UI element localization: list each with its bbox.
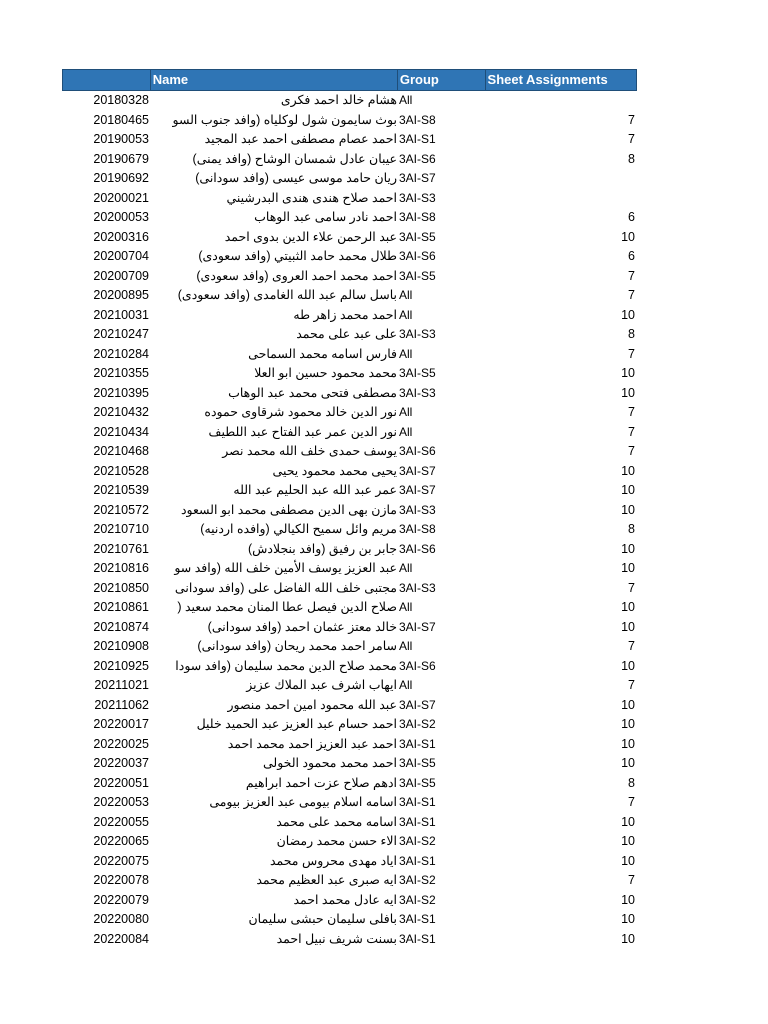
cell-sheet-assignments[interactable]: 10 bbox=[621, 717, 635, 731]
cell-sheet-assignments[interactable]: 7 bbox=[628, 873, 635, 887]
table-body bbox=[62, 91, 637, 949]
cell-group[interactable]: 3AI-S2 bbox=[399, 873, 436, 887]
cell-sheet-assignments[interactable]: 7 bbox=[628, 405, 635, 419]
cell-sheet-assignments[interactable]: 7 bbox=[628, 112, 635, 127]
cell-sheet-assignments[interactable]: 10 bbox=[621, 307, 635, 322]
cell-sheet-assignments[interactable]: 10 bbox=[621, 892, 635, 907]
spreadsheet-table bbox=[62, 69, 637, 949]
cell-student-id[interactable]: 20211021 bbox=[94, 678, 149, 692]
cell-student-name[interactable]: ايهاب اشرف عبد الملاك عزيز bbox=[246, 678, 397, 692]
table-row bbox=[62, 384, 637, 404]
cell-sheet-assignments[interactable]: 7 bbox=[628, 795, 635, 809]
cell-student-id[interactable]: 20220051 bbox=[93, 775, 149, 790]
cell-sheet-assignments[interactable]: 7 bbox=[628, 132, 635, 146]
cell-student-id[interactable]: 20200895 bbox=[93, 288, 149, 302]
cell-group[interactable]: All bbox=[399, 678, 413, 692]
table-row bbox=[62, 715, 637, 735]
cell-student-id[interactable]: 20210284 bbox=[93, 346, 149, 361]
cell-student-name[interactable]: ايه عادل محمد احمد bbox=[293, 892, 397, 907]
cell-student-name[interactable]: احمد محمد محمود الخولى bbox=[262, 756, 397, 770]
cell-group[interactable]: 3AI-S7 bbox=[399, 463, 436, 478]
cell-student-name[interactable]: احمد محمد زاهر طه bbox=[293, 307, 397, 322]
cell-student-id[interactable]: 20210874 bbox=[93, 619, 149, 634]
table-row bbox=[62, 930, 637, 950]
table-row bbox=[62, 91, 637, 111]
cell-student-name[interactable]: جابر بن رفيق (وافد بنجلادش) bbox=[248, 541, 397, 556]
cell-student-name[interactable]: بوث سايمون شول لوكلياه (وافد جنوب السو bbox=[172, 112, 397, 127]
table-row bbox=[62, 150, 637, 170]
cell-sheet-assignments[interactable]: 10 bbox=[621, 619, 635, 634]
cell-group[interactable]: 3AI-S5 bbox=[399, 229, 436, 244]
cell-student-name[interactable]: هشام خالد احمد فكرى bbox=[280, 93, 397, 107]
cell-student-id[interactable]: 20210539 bbox=[93, 483, 149, 497]
cell-group[interactable]: 3AI-S3 bbox=[399, 385, 436, 400]
cell-group[interactable]: All bbox=[399, 288, 413, 302]
cell-group[interactable]: 3AI-S2 bbox=[399, 834, 436, 848]
cell-group[interactable]: 3AI-S5 bbox=[399, 268, 436, 283]
cell-student-name[interactable]: احمد صلاح هندى هندى البدرشيني bbox=[226, 190, 397, 205]
cell-group[interactable]: 3AI-S1 bbox=[399, 132, 436, 146]
table-row bbox=[62, 325, 637, 345]
cell-student-id[interactable]: 20180465 bbox=[93, 112, 149, 127]
cell-student-name[interactable]: خالد معتز عثمان احمد (وافد سودانى) bbox=[207, 619, 397, 634]
table-row bbox=[62, 579, 637, 599]
cell-group[interactable]: 3AI-S7 bbox=[399, 483, 436, 497]
cell-group[interactable]: 3AI-S5 bbox=[399, 775, 436, 790]
cell-sheet-assignments[interactable]: 6 bbox=[628, 249, 635, 263]
cell-student-id[interactable]: 20220025 bbox=[93, 736, 149, 751]
table-row bbox=[62, 910, 637, 930]
cell-sheet-assignments[interactable]: 10 bbox=[621, 814, 635, 829]
cell-group[interactable]: All bbox=[399, 93, 413, 107]
cell-student-name[interactable]: احمد عبد العزيز احمد محمد احمد bbox=[227, 736, 397, 751]
cell-sheet-assignments[interactable]: 10 bbox=[621, 561, 635, 575]
cell-sheet-assignments[interactable]: 10 bbox=[621, 697, 635, 712]
cell-sheet-assignments[interactable]: 6 bbox=[628, 210, 635, 224]
cell-student-id[interactable]: 20220017 bbox=[93, 717, 149, 731]
cell-student-name[interactable]: فارس اسامه محمد السماحى bbox=[248, 346, 397, 361]
cell-student-name[interactable]: يحيى محمد محمود يحيى bbox=[272, 463, 397, 478]
cell-sheet-assignments[interactable] bbox=[486, 169, 637, 189]
cell-student-id[interactable]: 20210572 bbox=[93, 502, 149, 517]
table-row bbox=[62, 598, 637, 618]
cell-group[interactable]: All bbox=[399, 405, 413, 419]
table-row bbox=[62, 657, 637, 677]
table-row bbox=[62, 832, 637, 852]
header-group[interactable]: Group bbox=[398, 70, 486, 90]
cell-student-name[interactable]: يوسف حمدى خلف الله محمد نصر bbox=[222, 444, 397, 458]
table-row bbox=[62, 364, 637, 384]
cell-student-name[interactable]: صلاح الدين فيصل عطا المنان محمد سعيد ( bbox=[177, 600, 397, 614]
cell-student-name[interactable]: عبد الله محمود امين احمد منصور bbox=[227, 697, 397, 712]
cell-group[interactable]: 3AI-S3 bbox=[399, 580, 436, 595]
cell-group[interactable]: 3AI-S1 bbox=[399, 931, 436, 946]
cell-sheet-assignments[interactable]: 10 bbox=[621, 463, 635, 478]
table-row bbox=[62, 754, 637, 774]
cell-group[interactable]: All bbox=[399, 307, 413, 322]
cell-student-id[interactable]: 20200316 bbox=[93, 229, 149, 244]
table-row bbox=[62, 540, 637, 560]
cell-student-name[interactable]: احمد نادر سامى عبد الوهاب bbox=[254, 210, 397, 224]
cell-student-id[interactable]: 20210816 bbox=[93, 561, 149, 575]
cell-student-id[interactable]: 20210355 bbox=[93, 366, 149, 380]
table-row bbox=[62, 228, 637, 248]
cell-student-id[interactable]: 20210468 bbox=[93, 444, 149, 458]
cell-group[interactable]: 3AI-S7 bbox=[399, 171, 436, 185]
cell-student-name[interactable]: بافلى سليمان حبشى سليمان bbox=[248, 912, 397, 926]
cell-group[interactable]: 3AI-S3 bbox=[399, 327, 436, 341]
cell-student-name[interactable]: ايه صبرى عبد العظيم محمد bbox=[256, 873, 397, 887]
cell-student-name[interactable]: احمد حسام عبد العزيز عبد الحميد خليل bbox=[196, 717, 397, 731]
cell-student-id[interactable]: 20210432 bbox=[93, 405, 149, 419]
cell-sheet-assignments[interactable]: 7 bbox=[628, 678, 635, 692]
cell-student-id[interactable]: 20220053 bbox=[93, 795, 149, 809]
cell-group[interactable]: 3AI-S8 bbox=[399, 522, 436, 536]
table-row bbox=[62, 130, 637, 150]
cell-sheet-assignments[interactable]: 10 bbox=[621, 600, 635, 614]
table-row bbox=[62, 793, 637, 813]
table-row bbox=[62, 442, 637, 462]
table-row bbox=[62, 462, 637, 482]
cell-group[interactable]: 3AI-S7 bbox=[399, 697, 436, 712]
cell-student-name[interactable]: بسنت شريف نبيل احمد bbox=[276, 931, 397, 946]
table-row bbox=[62, 774, 637, 794]
cell-sheet-assignments[interactable]: 7 bbox=[628, 346, 635, 361]
cell-group[interactable]: All bbox=[399, 424, 413, 439]
cell-sheet-assignments[interactable]: 7 bbox=[628, 268, 635, 283]
cell-group[interactable]: 3AI-S8 bbox=[399, 210, 436, 224]
cell-student-name[interactable]: احمد عصام مصطفى احمد عبد المجيد bbox=[204, 132, 397, 146]
cell-student-name[interactable]: عبد الرحمن علاء الدين بدوى احمد bbox=[224, 229, 397, 244]
header-sheet-assignments[interactable]: Sheet Assignments bbox=[487, 72, 608, 87]
cell-student-name[interactable]: نور الدين عمر عبد الفتاح عبد اللطيف bbox=[208, 424, 397, 439]
table-row bbox=[62, 345, 637, 365]
table-row bbox=[62, 735, 637, 755]
cell-student-id[interactable]: 20210395 bbox=[93, 385, 149, 400]
cell-student-id[interactable]: 20220084 bbox=[93, 931, 149, 946]
cell-student-name[interactable]: سامر احمد محمد ريحان (وافد سودانى) bbox=[197, 639, 397, 653]
cell-student-id[interactable]: 20190053 bbox=[93, 132, 149, 146]
cell-sheet-assignments[interactable]: 10 bbox=[621, 483, 635, 497]
cell-group[interactable]: 3AI-S7 bbox=[399, 619, 436, 634]
cell-student-id[interactable]: 20190692 bbox=[93, 171, 149, 185]
header-name[interactable]: Name bbox=[151, 70, 398, 90]
cell-sheet-assignments[interactable]: 7 bbox=[628, 580, 635, 595]
cell-student-id[interactable]: 20190679 bbox=[93, 151, 149, 166]
cell-student-name[interactable]: اسامه محمد على محمد bbox=[276, 814, 397, 829]
cell-student-id[interactable]: 20210761 bbox=[93, 541, 149, 556]
table-row bbox=[62, 111, 637, 131]
cell-student-id[interactable]: 20220075 bbox=[93, 853, 149, 868]
header-row bbox=[62, 69, 637, 91]
table-row bbox=[62, 286, 637, 306]
cell-sheet-assignments[interactable]: 7 bbox=[628, 424, 635, 439]
cell-sheet-assignments[interactable]: 10 bbox=[621, 229, 635, 244]
cell-student-id[interactable]: 20210434 bbox=[93, 424, 149, 439]
cell-group[interactable]: All bbox=[399, 639, 413, 653]
table-row bbox=[62, 306, 637, 326]
cell-sheet-assignments[interactable]: 10 bbox=[621, 756, 635, 770]
cell-group[interactable]: 3AI-S2 bbox=[399, 892, 436, 907]
table-row bbox=[62, 208, 637, 228]
cell-student-id[interactable]: 20210925 bbox=[93, 658, 149, 673]
cell-student-id[interactable]: 20200709 bbox=[93, 268, 149, 283]
cell-sheet-assignments[interactable]: 10 bbox=[621, 502, 635, 517]
cell-student-id[interactable]: 20210710 bbox=[93, 522, 149, 536]
table-row bbox=[62, 267, 637, 287]
table-row bbox=[62, 871, 637, 891]
cell-group[interactable]: 3AI-S6 bbox=[399, 151, 436, 166]
table-row bbox=[62, 403, 637, 423]
cell-group[interactable]: 3AI-S1 bbox=[399, 853, 436, 868]
cell-group[interactable]: 3AI-S1 bbox=[399, 795, 436, 809]
table-row bbox=[62, 637, 637, 657]
cell-sheet-assignments[interactable]: 10 bbox=[621, 853, 635, 868]
cell-student-name[interactable]: مصطفى فتحى محمد عبد الوهاب bbox=[228, 385, 397, 400]
cell-group[interactable]: All bbox=[399, 561, 413, 575]
cell-sheet-assignments[interactable]: 10 bbox=[621, 541, 635, 556]
cell-group[interactable]: All bbox=[399, 346, 413, 361]
cell-group[interactable]: 3AI-S5 bbox=[399, 756, 436, 770]
cell-student-id[interactable]: 20220037 bbox=[93, 756, 149, 770]
cell-student-name[interactable]: مازن بهى الدين مصطفى محمد ابو السعود bbox=[180, 502, 397, 517]
cell-student-id[interactable]: 20210528 bbox=[93, 463, 149, 478]
cell-student-name[interactable]: عبد العزيز يوسف الأمين خلف الله (وافد سو bbox=[174, 561, 397, 575]
cell-student-name[interactable]: احمد محمد احمد العروى (وافد سعودى) bbox=[196, 268, 397, 283]
table-row bbox=[62, 852, 637, 872]
cell-sheet-assignments[interactable]: 10 bbox=[621, 912, 635, 926]
cell-sheet-assignments[interactable]: 10 bbox=[621, 658, 635, 673]
cell-student-name[interactable]: اسامه اسلام بيومى عبد العزيز بيومى bbox=[209, 795, 397, 809]
cell-student-id[interactable]: 20210861 bbox=[93, 600, 149, 614]
cell-sheet-assignments[interactable]: 7 bbox=[628, 639, 635, 653]
cell-sheet-assignments[interactable]: 8 bbox=[628, 775, 635, 790]
cell-student-name[interactable]: على عبد على محمد bbox=[296, 327, 397, 341]
cell-student-id[interactable]: 20210031 bbox=[93, 307, 149, 322]
cell-student-id[interactable]: 20200704 bbox=[93, 249, 149, 263]
cell-student-id[interactable]: 20220080 bbox=[93, 912, 149, 926]
cell-student-name[interactable]: ادهم صلاح عزت احمد ابراهيم bbox=[245, 775, 397, 790]
cell-student-name[interactable]: مريم وائل سميح الكيالي (وافده اردنيه) bbox=[200, 522, 397, 536]
cell-student-name[interactable]: اياد مهدى محروس محمد bbox=[269, 853, 397, 868]
cell-group[interactable]: 3AI-S2 bbox=[399, 717, 436, 731]
cell-sheet-assignments[interactable]: 8 bbox=[628, 327, 635, 341]
table-row bbox=[62, 618, 637, 638]
cell-group[interactable]: 3AI-S6 bbox=[399, 444, 436, 458]
table-row bbox=[62, 169, 637, 189]
cell-group[interactable]: All bbox=[399, 600, 413, 614]
cell-sheet-assignments[interactable]: 10 bbox=[621, 385, 635, 400]
cell-group[interactable]: 3AI-S3 bbox=[399, 190, 436, 205]
table-row bbox=[62, 247, 637, 267]
header-id[interactable] bbox=[63, 70, 151, 90]
cell-student-id[interactable]: 20220055 bbox=[93, 814, 149, 829]
cell-group[interactable]: 3AI-S6 bbox=[399, 658, 436, 673]
cell-sheet-assignments[interactable]: 8 bbox=[628, 522, 635, 536]
table-row bbox=[62, 891, 637, 911]
cell-group[interactable]: 3AI-S8 bbox=[399, 112, 436, 127]
cell-sheet-assignments[interactable]: 10 bbox=[621, 931, 635, 946]
cell-sheet-assignments[interactable]: 10 bbox=[621, 834, 635, 848]
table-row bbox=[62, 559, 637, 579]
table-row bbox=[62, 423, 637, 443]
cell-sheet-assignments[interactable]: 10 bbox=[621, 366, 635, 380]
cell-student-id[interactable]: 20210247 bbox=[93, 327, 149, 341]
cell-group[interactable]: 3AI-S1 bbox=[399, 912, 436, 926]
cell-sheet-assignments[interactable] bbox=[486, 91, 637, 111]
table-row bbox=[62, 501, 637, 521]
cell-group[interactable]: 3AI-S1 bbox=[399, 736, 436, 751]
cell-sheet-assignments[interactable]: 7 bbox=[628, 444, 635, 458]
cell-student-name[interactable]: باسل سالم عبد الله الغامدى (وافد سعودى) bbox=[177, 288, 397, 302]
table-row bbox=[62, 481, 637, 501]
cell-student-name[interactable]: نور الدين خالد محمود شرقاوى حموده bbox=[204, 405, 397, 419]
cell-group[interactable]: 3AI-S1 bbox=[399, 814, 436, 829]
table-row bbox=[62, 189, 637, 209]
cell-student-name[interactable]: محمد صلاح الدين محمد سليمان (وافد سودا bbox=[175, 658, 397, 673]
table-row bbox=[62, 676, 637, 696]
cell-group[interactable]: 3AI-S3 bbox=[399, 502, 436, 517]
cell-group[interactable]: 3AI-S6 bbox=[399, 541, 436, 556]
cell-student-name[interactable]: ريان حامد موسى عيسى (وافد سودانى) bbox=[195, 171, 397, 185]
cell-student-id[interactable]: 20220079 bbox=[93, 892, 149, 907]
cell-student-name[interactable]: الاء حسن محمد رمضان bbox=[276, 834, 397, 848]
cell-group[interactable]: 3AI-S6 bbox=[399, 249, 436, 263]
cell-student-id[interactable]: 20210908 bbox=[93, 639, 149, 653]
cell-student-name[interactable]: محمد محمود حسين ابو العلا bbox=[254, 366, 397, 380]
cell-student-id[interactable]: 20210850 bbox=[93, 580, 149, 595]
cell-student-name[interactable]: طلال محمد حامد الثبيتي (وافد سعودى) bbox=[198, 249, 397, 263]
cell-sheet-assignments[interactable]: 7 bbox=[628, 288, 635, 302]
cell-student-id[interactable]: 20220078 bbox=[93, 873, 149, 887]
cell-sheet-assignments[interactable] bbox=[486, 189, 637, 209]
table-row bbox=[62, 813, 637, 833]
cell-student-id[interactable]: 20200053 bbox=[93, 210, 149, 224]
cell-student-id[interactable]: 20211062 bbox=[94, 697, 149, 712]
cell-student-id[interactable]: 20200021 bbox=[93, 190, 149, 205]
table-row bbox=[62, 696, 637, 716]
cell-sheet-assignments[interactable]: 10 bbox=[621, 736, 635, 751]
cell-student-id[interactable]: 20220065 bbox=[93, 834, 149, 848]
cell-student-id[interactable]: 20180328 bbox=[93, 93, 149, 107]
cell-student-name[interactable]: عمر عبد الله عبد الحليم عبد الله bbox=[233, 483, 397, 497]
cell-student-name[interactable]: عيبان عادل شمسان الوشاح (وافد يمنى) bbox=[192, 151, 397, 166]
cell-sheet-assignments[interactable]: 8 bbox=[628, 151, 635, 166]
cell-student-name[interactable]: مجتبى خلف الله الفاضل على (وافد سودانى bbox=[174, 580, 397, 595]
table-row bbox=[62, 520, 637, 540]
cell-group[interactable]: 3AI-S5 bbox=[399, 366, 436, 380]
